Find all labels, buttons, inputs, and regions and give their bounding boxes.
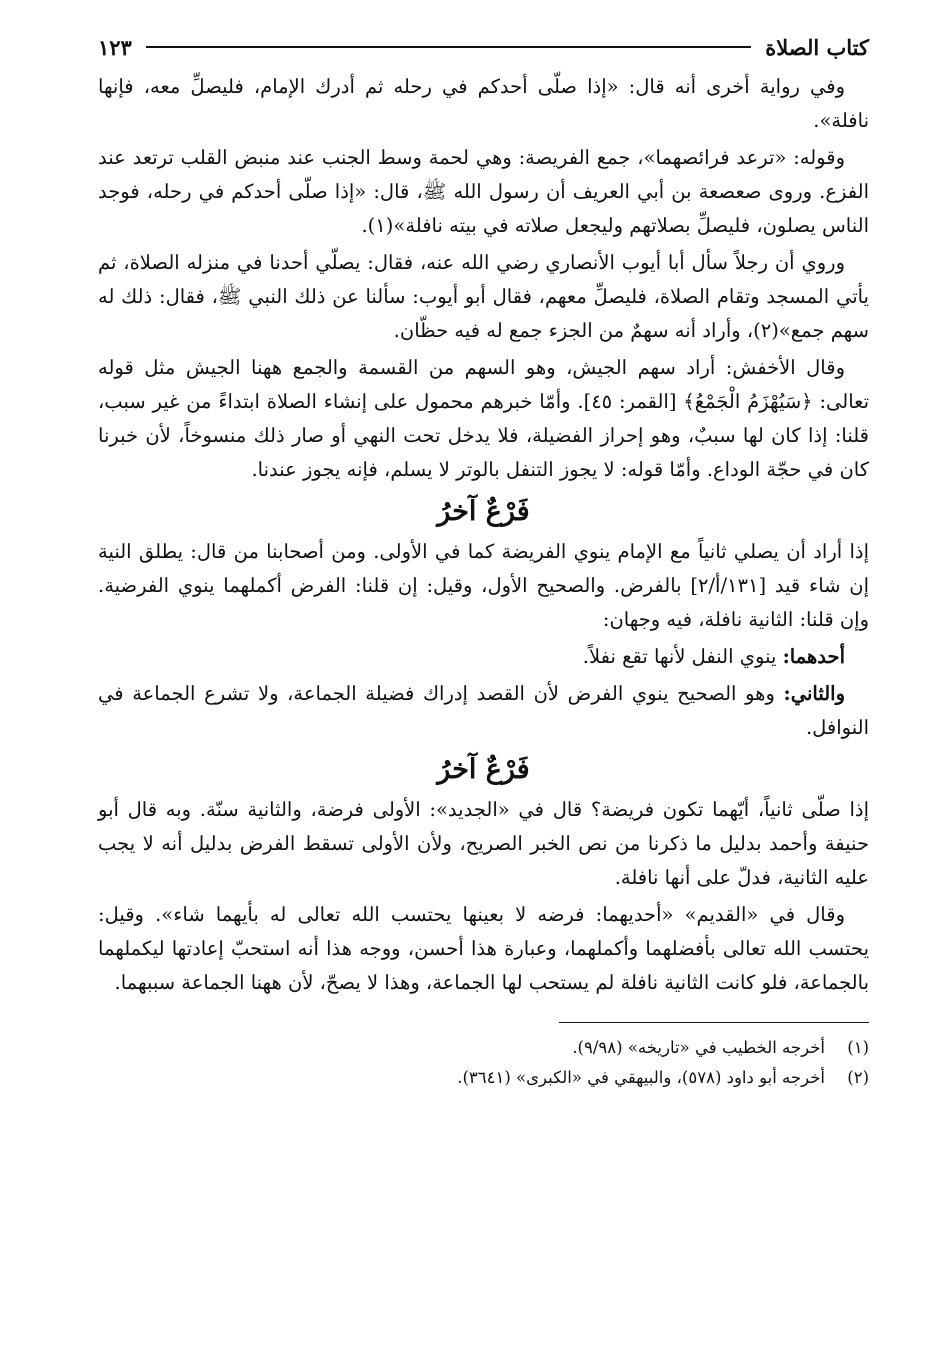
book-page	[98, 30, 869, 1369]
paragraph	[98, 677, 869, 745]
paragraph	[98, 640, 869, 674]
chapter-title: كتاب الصلاة	[765, 34, 869, 60]
first-opinion-text: ينوي النفل لأنها تقع نفلاً.	[582, 645, 783, 668]
footnote	[98, 1063, 869, 1093]
paragraph: وقال في «القديم» «أحديهما: فرضه لا بعينها يحتسب الله تعالى له بأيهما شاء». وقيل: يحتسب الله تعالى بأفضلهما وأكملهما، وعبارة هذا أحسن، ووجه هذا أنه استحبّ إعادتها ليكملهما بالجماعة، فلو كانت الثانية نافلة لم يستحب لها الجماعة، وهذا لا يصحّ، لأن ههنا الجماعة سببهما.	[98, 903, 869, 994]
footnote-number: (١)	[847, 1038, 869, 1057]
section-heading: فَرْعٌ آخرُ	[437, 496, 530, 527]
paragraph: إذا أراد أن يصلي ثانياً مع الإمام ينوي الفريضة كما في الأولى. ومن أصحابنا من قال: يطلق النية إن شاء قيد [١٣١/أ/٢] بالفرض. والصحيح الأول، وقيل: إن قلنا: الفرض أكملهما ينوي الفرضية. وإن قلنا: الثانية نافلة، فيه وجهان:	[98, 540, 869, 631]
header-rule	[146, 46, 751, 48]
running-header	[98, 30, 869, 64]
second-opinion-label: والثاني:	[783, 682, 845, 705]
paragraph: وروي أن رجلاً سأل أبا أيوب الأنصاري رضي الله عنه، فقال: يصلّي أحدنا في منزله الصلاة، ثم يأتي المسجد وتقام الصلاة، فليصلِّ معهم، فقال أبو أيوب: سألنا عن ذلك النبي ﷺ، فقال: ذلك له سهم جمع»(٢)، وأراد أنه سهمٌ من الجزء جمع له فيه حظّان.	[98, 251, 869, 342]
footnote-rule	[559, 1022, 869, 1023]
paragraph: وقال الأخفش: أراد سهم الجيش، وهو السهم من القسمة والجمع ههنا الجيش مثل قوله تعالى: ﴿سَيُهْزَمُ الْجَمْعُ﴾ [القمر: ٤٥]. وأمّا خبرهم محمول على إنشاء الصلاة ابتداءً من غير سبب، قلنا: إذا كان لها سببٌ، وهو إحراز الفضيلة، فلا يدخل تحت النهي أو صار ذلك منسوخاً، لأن خبرنا كان في حجّة الوداع. وأمّا قوله: لا يجوز التنفل بالوتر لا يسلم، فإنه يجوز عندنا.	[98, 356, 870, 481]
footnote-text: أخرجه الخطيب في «تاريخه» (٩/٩٨).	[572, 1038, 825, 1057]
footnote	[98, 1033, 869, 1063]
page-number: ١٢٣	[98, 34, 132, 60]
footnotes	[98, 1033, 869, 1093]
second-opinion-text: وهو الصحيح ينوي الفرض لأن القصد إدراك فضيلة الجماعة، ولا تشرع الجماعة في النوافل.	[98, 682, 869, 739]
paragraph: إذا صلّى ثانياً، أيّهما تكون فريضة؟ قال في «الجديد»: الأولى فرضة، والثانية سنّة. وبه قال أبو حنيفة وأحمد بدليل ما ذكرنا من نص الخبر الصريح، ولأن الأولى تسقط الفرض بدليل أنه لا يجب عليه الثانية، فدلّ على أنها نافلة.	[98, 798, 869, 889]
footnote-number: (٢)	[847, 1068, 869, 1087]
paragraph: وقوله: «ترعد فرائصهما»، جمع الفريصة: وهي لحمة وسط الجنب عند منبض القلب ترتعد عند الفزع. وروى صعصعة بن أبي العريف أن رسول الله ﷺ، قال: «إذا صلّى أحدكم في رحله، فوجد الناس يصلون، فليصلِّ بصلاتهم وليجعل صلاته في بيته نافلة»(١).	[98, 146, 869, 237]
main-text	[98, 70, 869, 1000]
paragraph: وفي رواية أخرى أنه قال: «إذا صلّى أحدكم في رحله ثم أدرك الإمام، فليصلِّ معه، فإنها نافلة».	[98, 75, 869, 132]
section-heading: فَرْعٌ آخرُ	[437, 754, 530, 785]
first-opinion-label: أحدهما:	[782, 645, 845, 668]
footnote-text: أخرجه أبو داود (٥٧٨)، والبيهقي في «الكبرى» (٣٦٤١).	[457, 1068, 825, 1087]
